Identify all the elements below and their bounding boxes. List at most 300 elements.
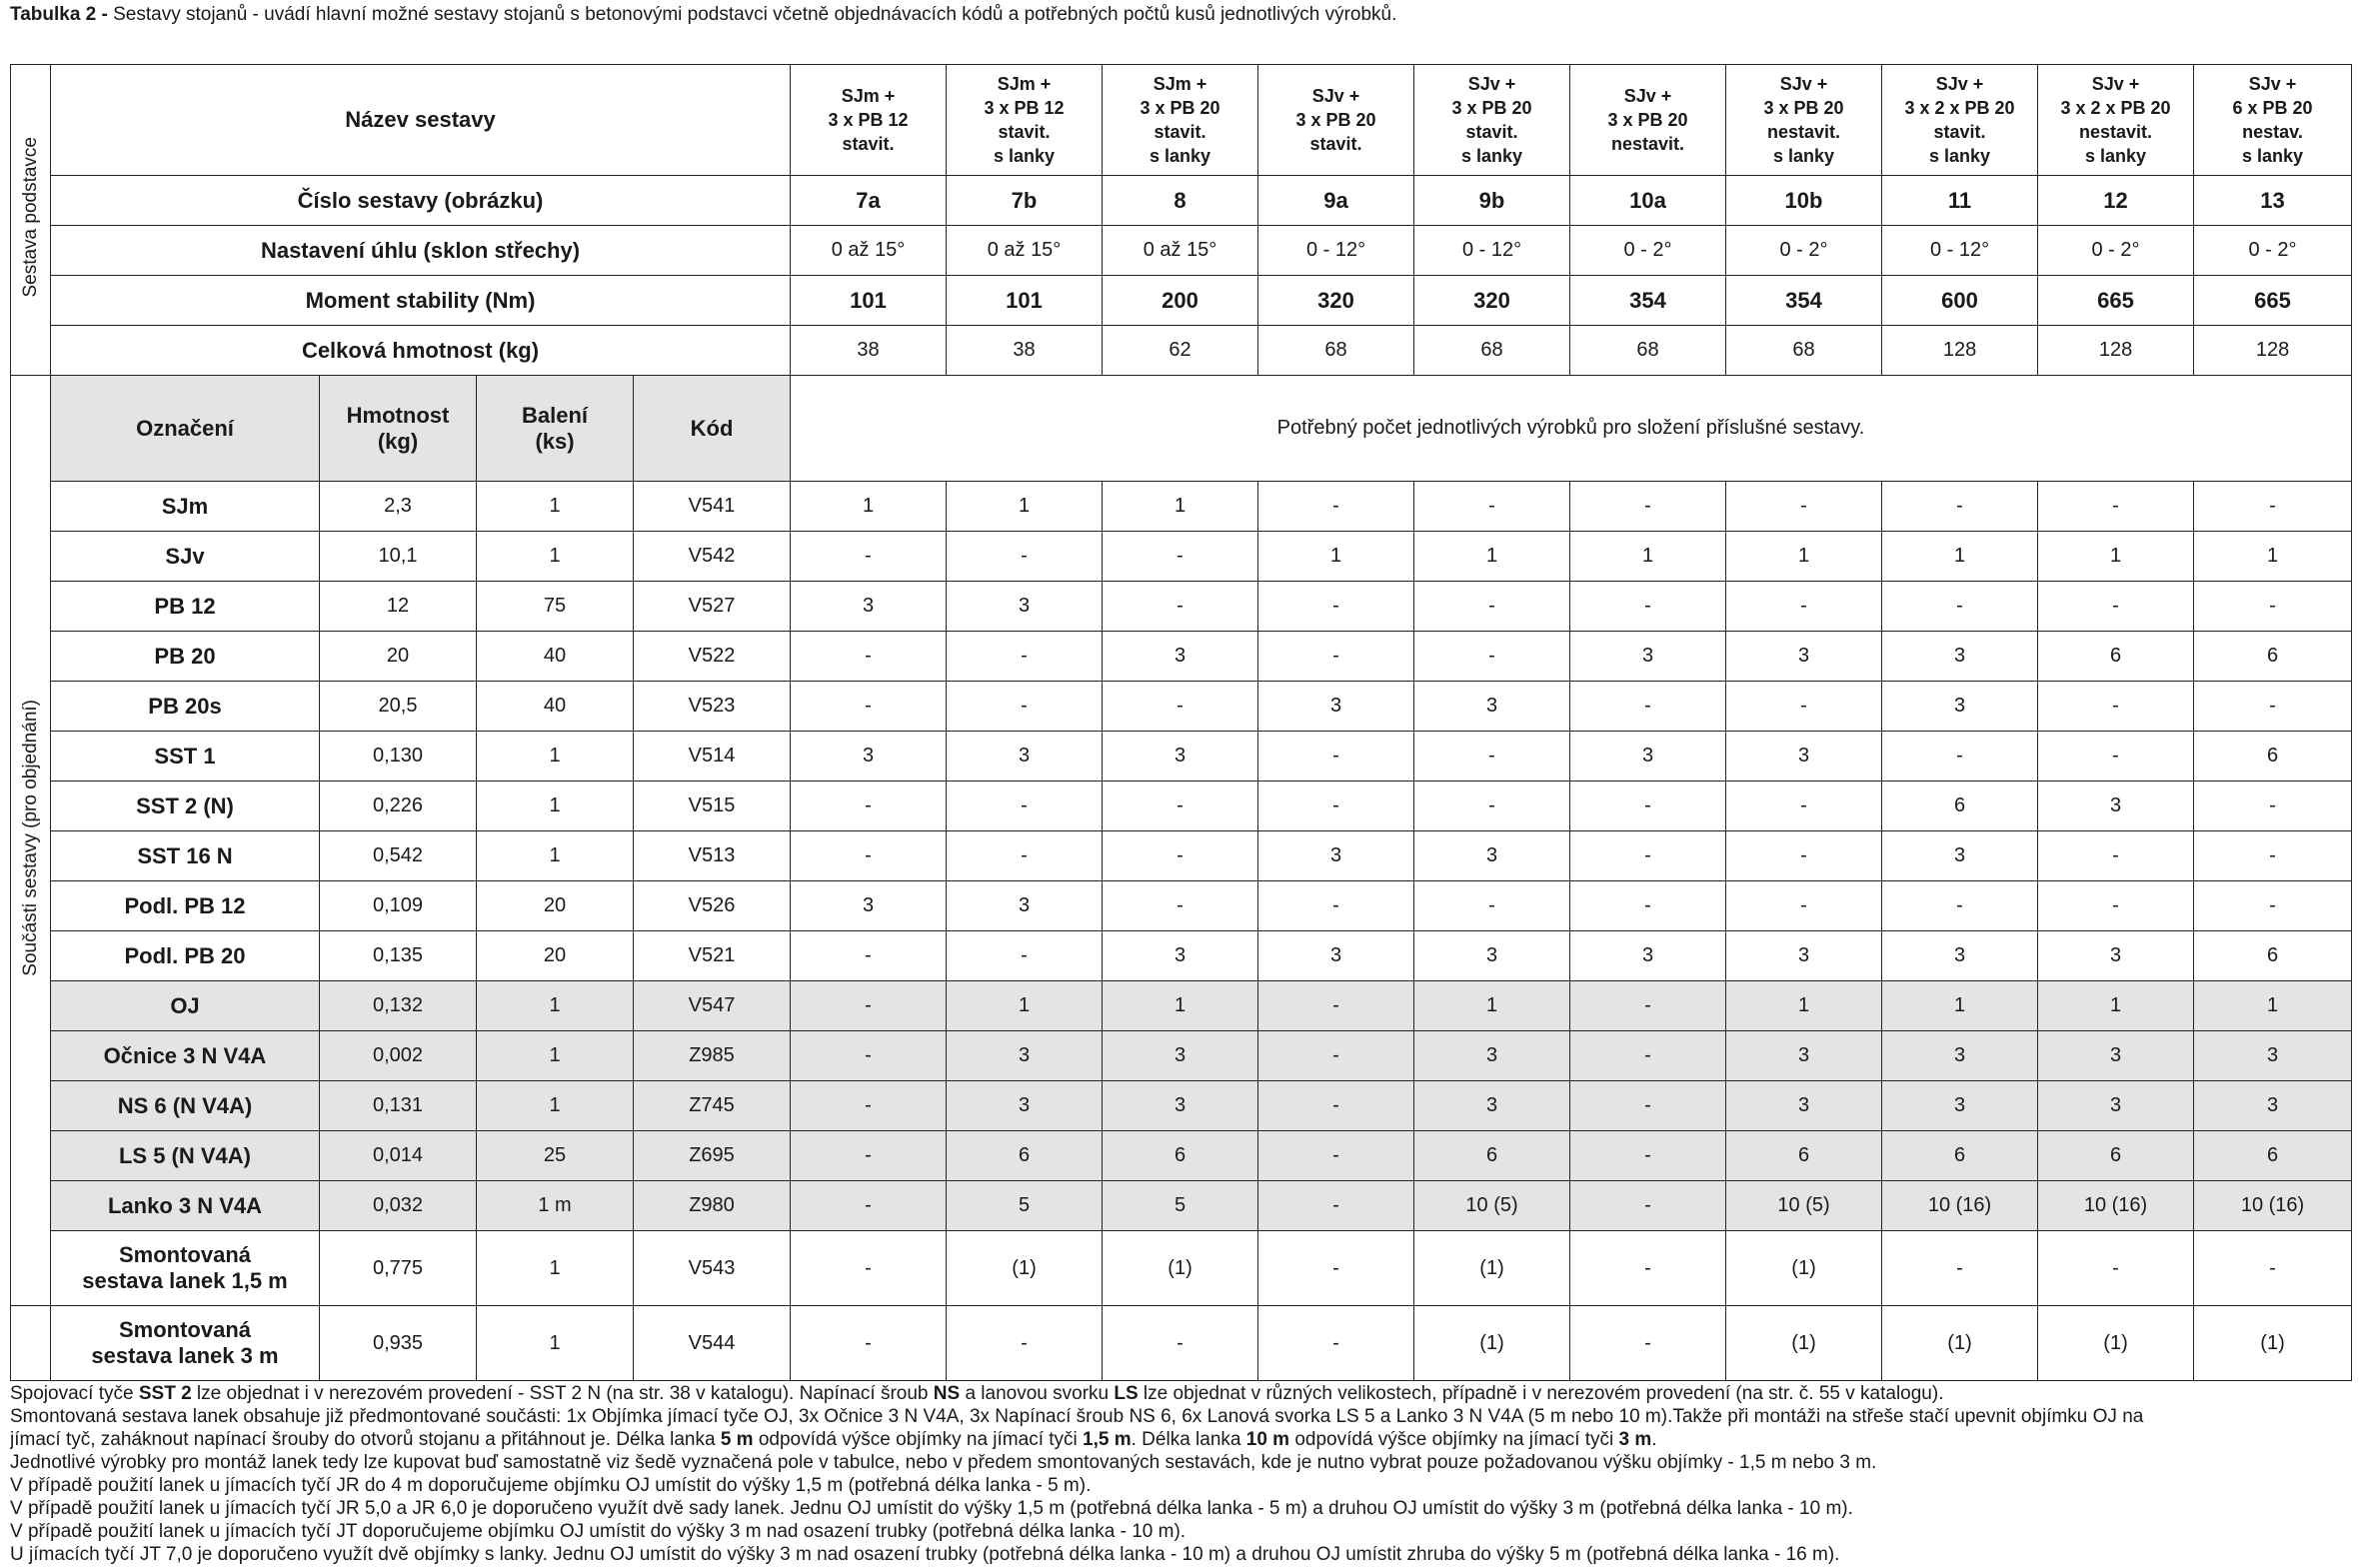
table-body: [11, 65, 2352, 1381]
part-name: [51, 1306, 320, 1381]
part-quantity: -: [1258, 632, 1414, 682]
part-quantity: 3: [1103, 1081, 1258, 1131]
header-row-value: 38: [791, 326, 947, 376]
part-quantity: -: [2194, 831, 2352, 881]
part-quantity: -: [1570, 682, 1726, 732]
part-pack: 1: [477, 981, 634, 1031]
assembly-header-line: nestavit.: [1767, 122, 1841, 142]
assembly-header-line: SJv +: [1935, 74, 1984, 94]
note-line: [10, 1405, 2354, 1428]
header-row-value: 0 - 2°: [1570, 226, 1726, 276]
assembly-header-line: SJm +: [841, 86, 896, 106]
note-text: jímací tyč, zaháknout napínací šrouby do otvorů stojanu a přitáhnout je. Délka lanka: [10, 1429, 721, 1450]
part-quantity: (1): [1726, 1306, 1882, 1381]
notes-block: [10, 1382, 2354, 1566]
parts-quantity-note: Potřebný počet jednotlivých výrobků pro složení příslušné sestavy.: [791, 376, 2352, 482]
parts-col-pack-line: Balení: [521, 402, 589, 428]
part-quantity: 3: [1103, 632, 1258, 682]
part-quantity: (1): [1882, 1306, 2038, 1381]
table-caption: [10, 4, 1396, 26]
parts-col-code: Kód: [634, 376, 791, 482]
header-row-value: 0 - 12°: [1882, 226, 2038, 276]
part-name: NS 6 (N V4A): [51, 1081, 320, 1131]
assembly-header-line: stavit.: [1933, 122, 1986, 142]
note-text: . Délka lanka: [1131, 1429, 1246, 1450]
part-mass: 10,1: [320, 532, 477, 582]
part-quantity: -: [1414, 732, 1570, 782]
header-row-value: 665: [2194, 276, 2352, 326]
header-row-value: 0 - 2°: [2194, 226, 2352, 276]
part-row: [11, 1131, 2352, 1181]
part-quantity: -: [2194, 582, 2352, 632]
part-quantity: 3: [1726, 931, 1882, 981]
assembly-header-line: SJm +: [997, 74, 1052, 94]
header-row-value: 320: [1414, 276, 1570, 326]
part-row: [11, 931, 2352, 981]
part-quantity: 6: [2194, 632, 2352, 682]
part-quantity: -: [2194, 881, 2352, 931]
part-code: V515: [634, 782, 791, 831]
part-quantity: -: [1726, 482, 1882, 532]
part-quantity: 1: [1414, 981, 1570, 1031]
section-blank: [11, 1306, 51, 1381]
part-quantity: -: [1570, 1031, 1726, 1081]
part-quantity: -: [791, 532, 947, 582]
part-quantity: 3: [1726, 1081, 1882, 1131]
part-quantity: -: [1414, 632, 1570, 682]
header-row-name: [11, 65, 2352, 176]
part-quantity: 1: [1882, 532, 2038, 582]
part-quantity: 6: [2194, 931, 2352, 981]
note-bold: SST 2: [138, 1383, 192, 1404]
part-quantity: 3: [1570, 931, 1726, 981]
part-pack: 1: [477, 782, 634, 831]
part-quantity: 1: [2038, 981, 2194, 1031]
part-quantity: (1): [2038, 1306, 2194, 1381]
part-quantity: 3: [1882, 1081, 2038, 1131]
part-quantity: -: [1570, 482, 1726, 532]
header-row-value: 0 - 2°: [1726, 226, 1882, 276]
header-row-value: 320: [1258, 276, 1414, 326]
part-quantity: 3: [1258, 831, 1414, 881]
assembly-header-line: stavit.: [1465, 122, 1518, 142]
part-quantity: -: [1726, 881, 1882, 931]
part-quantity: -: [1258, 1231, 1414, 1306]
part-quantity: -: [1258, 482, 1414, 532]
part-pack: 20: [477, 881, 634, 931]
part-mass: 0,935: [320, 1306, 477, 1381]
part-quantity: -: [2038, 732, 2194, 782]
assembly-header-line: stavit.: [1309, 134, 1362, 154]
part-quantity: -: [947, 632, 1103, 682]
part-row: [11, 1181, 2352, 1231]
part-quantity: -: [1570, 1081, 1726, 1131]
note-text: a lanovou svorku: [960, 1383, 1115, 1404]
part-mass: 2,3: [320, 482, 477, 532]
part-quantity: 3: [2038, 1031, 2194, 1081]
header-row-value: 0 - 12°: [1258, 226, 1414, 276]
assembly-header: [1103, 65, 1258, 176]
part-quantity: 3: [1882, 682, 2038, 732]
assembly-header-line: SJv +: [1779, 74, 1828, 94]
part-name: SJm: [51, 482, 320, 532]
part-name: Podl. PB 12: [51, 881, 320, 931]
part-quantity: -: [1103, 532, 1258, 582]
part-quantity: -: [1726, 682, 1882, 732]
part-quantity: -: [1882, 582, 2038, 632]
part-row: [11, 1031, 2352, 1081]
part-name: Podl. PB 20: [51, 931, 320, 981]
header-row-value: 128: [2194, 326, 2352, 376]
part-quantity: -: [2194, 682, 2352, 732]
part-quantity: -: [1570, 831, 1726, 881]
part-quantity: -: [1882, 881, 2038, 931]
part-quantity: -: [1103, 881, 1258, 931]
part-mass: 0,109: [320, 881, 477, 931]
part-quantity: -: [947, 782, 1103, 831]
part-quantity: 3: [947, 1031, 1103, 1081]
header-row-value: 200: [1103, 276, 1258, 326]
assembly-header: [947, 65, 1103, 176]
assembly-header-line: SJv +: [2248, 74, 2297, 94]
part-quantity: 3: [791, 582, 947, 632]
part-name-line: Smontovaná: [118, 1242, 252, 1267]
part-quantity: -: [1726, 582, 1882, 632]
part-quantity: -: [2194, 1231, 2352, 1306]
note-bold: 10 m: [1245, 1429, 1290, 1450]
header-row: [11, 276, 2352, 326]
part-pack: 40: [477, 632, 634, 682]
part-quantity: 3: [947, 582, 1103, 632]
note-line: [10, 1382, 2354, 1405]
note-line: [10, 1497, 2354, 1520]
header-row-label: Moment stability (Nm): [51, 276, 791, 326]
parts-col-mass: [320, 376, 477, 482]
part-row: [11, 831, 2352, 881]
caption-label: Tabulka 2 -: [10, 4, 108, 25]
caption-text: Sestavy stojanů - uvádí hlavní možné sestavy stojanů s betonovými podstavci včetně objednávacích kódů a potřebných počtů kusů jednotlivých výrobků.: [107, 4, 1397, 25]
header-row-value: 354: [1726, 276, 1882, 326]
note-bold: NS: [933, 1383, 961, 1404]
part-row: [11, 1231, 2352, 1306]
parts-header-row: [11, 376, 2352, 482]
part-name: LS 5 (N V4A): [51, 1131, 320, 1181]
part-name: SST 1: [51, 732, 320, 782]
part-quantity: -: [791, 931, 947, 981]
part-quantity: -: [791, 782, 947, 831]
part-quantity: 3: [947, 1081, 1103, 1131]
part-row: [11, 582, 2352, 632]
assembly-header: [791, 65, 947, 176]
part-row: [11, 1306, 2352, 1381]
header-row-value: 0 až 15°: [1103, 226, 1258, 276]
assembly-header-line: s lanky: [1460, 146, 1523, 166]
header-row-value: 7b: [947, 176, 1103, 226]
part-quantity: 3: [2038, 931, 2194, 981]
header-row-value: 9b: [1414, 176, 1570, 226]
part-quantity: 1: [1726, 532, 1882, 582]
assembly-header-line: s lanky: [1149, 146, 1211, 166]
part-quantity: -: [2038, 582, 2194, 632]
part-quantity: 10 (5): [1414, 1181, 1570, 1231]
assembly-header-line: nestav.: [2242, 122, 2303, 142]
part-name: PB 20: [51, 632, 320, 682]
assembly-table: [10, 64, 2352, 1381]
part-pack: 1: [477, 1231, 634, 1306]
part-quantity: (1): [1414, 1231, 1570, 1306]
part-code: V527: [634, 582, 791, 632]
part-code: V542: [634, 532, 791, 582]
part-code: V522: [634, 632, 791, 682]
parts-col-designation: Označení: [51, 376, 320, 482]
part-quantity: -: [791, 1031, 947, 1081]
assembly-header-line: 3 x PB 20: [1763, 98, 1844, 118]
part-quantity: -: [1570, 1181, 1726, 1231]
part-quantity: -: [1570, 1231, 1726, 1306]
part-quantity: 3: [1103, 732, 1258, 782]
note-text: U jímacích tyčí JT 7,0 je doporučeno využít dvě objímky s lanky. Jednu OJ umístit do výšky 3 m nad osazení trubky (potřebná délka lanka - 10 m) a druhou OJ umístit zhruba do výšky 5 m (potřebná délka lanka - 16 m).: [10, 1544, 1840, 1565]
part-quantity: -: [791, 1306, 947, 1381]
assembly-header: [2194, 65, 2352, 176]
part-quantity: 1: [2194, 532, 2352, 582]
part-quantity: 3: [1882, 831, 2038, 881]
part-quantity: 6: [947, 1131, 1103, 1181]
part-quantity: -: [2038, 482, 2194, 532]
part-quantity: 1: [2194, 981, 2352, 1031]
part-quantity: 1: [2038, 532, 2194, 582]
part-quantity: 3: [791, 732, 947, 782]
part-row: [11, 782, 2352, 831]
assembly-header-line: 3 x PB 12: [984, 98, 1065, 118]
part-name: Očnice 3 N V4A: [51, 1031, 320, 1081]
assembly-header: [1726, 65, 1882, 176]
part-quantity: 3: [1414, 831, 1570, 881]
part-quantity: 6: [2038, 1131, 2194, 1181]
part-quantity: -: [947, 831, 1103, 881]
part-quantity: 1: [1414, 532, 1570, 582]
part-quantity: 3: [791, 881, 947, 931]
part-code: V526: [634, 881, 791, 931]
part-quantity: -: [1103, 1306, 1258, 1381]
header-row-value: 101: [791, 276, 947, 326]
part-quantity: -: [1414, 881, 1570, 931]
header-row-value: 0 - 12°: [1414, 226, 1570, 276]
header-row-value: 8: [1103, 176, 1258, 226]
part-code: Z695: [634, 1131, 791, 1181]
part-code: V541: [634, 482, 791, 532]
part-quantity: (1): [1103, 1231, 1258, 1306]
part-quantity: -: [1882, 1231, 2038, 1306]
part-quantity: 3: [1570, 732, 1726, 782]
part-pack: 1 m: [477, 1181, 634, 1231]
assembly-header: [1882, 65, 2038, 176]
note-line: [10, 1543, 2354, 1566]
note-line: [10, 1451, 2354, 1474]
note-text: lze objednat v různých velikostech, případně i v nerezovém provedení (na str. č. 55 v katalogu).: [1138, 1383, 1944, 1404]
part-row: [11, 881, 2352, 931]
part-quantity: 3: [947, 881, 1103, 931]
header-row-value: 665: [2038, 276, 2194, 326]
part-quantity: 3: [1103, 931, 1258, 981]
header-row-value: 68: [1726, 326, 1882, 376]
header-row-value: 0 až 15°: [791, 226, 947, 276]
header-row-value: 101: [947, 276, 1103, 326]
part-pack: 1: [477, 1031, 634, 1081]
part-quantity: -: [1570, 881, 1726, 931]
part-quantity: 1: [1103, 482, 1258, 532]
assembly-header-line: SJv +: [1623, 86, 1672, 106]
part-quantity: 6: [1103, 1131, 1258, 1181]
part-code: Z980: [634, 1181, 791, 1231]
part-mass: 0,032: [320, 1181, 477, 1231]
part-quantity: -: [791, 1181, 947, 1231]
part-quantity: 3: [2038, 782, 2194, 831]
part-pack: 20: [477, 931, 634, 981]
part-quantity: 6: [2038, 632, 2194, 682]
header-row-value: 128: [2038, 326, 2194, 376]
assembly-header-line: SJm +: [1153, 74, 1207, 94]
part-quantity: -: [1258, 582, 1414, 632]
part-pack: 1: [477, 1306, 634, 1381]
part-quantity: -: [791, 1231, 947, 1306]
header-row: [11, 176, 2352, 226]
part-pack: 1: [477, 732, 634, 782]
part-quantity: 3: [2038, 1081, 2194, 1131]
part-quantity: 3: [1258, 931, 1414, 981]
part-code: V543: [634, 1231, 791, 1306]
header-row-value: 11: [1882, 176, 2038, 226]
header-row-value: 68: [1258, 326, 1414, 376]
header-row-value: 0 až 15°: [947, 226, 1103, 276]
part-quantity: 6: [1882, 782, 2038, 831]
header-row-value: 68: [1414, 326, 1570, 376]
parts-col-pack-line: (ks): [535, 428, 575, 454]
part-quantity: 3: [1726, 1031, 1882, 1081]
note-text: V případě použití lanek u jímacích tyčí JT doporučujeme objímku OJ umístit do výšky 3 m nad osazení trubky (potřebná délka lanka - 10 m).: [10, 1521, 1186, 1542]
part-quantity: -: [1570, 782, 1726, 831]
assembly-header-line: s lanky: [993, 146, 1056, 166]
note-bold: 5 m: [720, 1429, 754, 1450]
note-text: odpovídá výšce objímky na jímací tyči: [753, 1429, 1084, 1450]
part-row: [11, 981, 2352, 1031]
part-quantity: 3: [2194, 1031, 2352, 1081]
assembly-header: [1570, 65, 1726, 176]
part-quantity: (1): [947, 1231, 1103, 1306]
part-quantity: -: [1570, 981, 1726, 1031]
part-quantity: 1: [1103, 981, 1258, 1031]
assembly-header-line: 6 x PB 20: [2232, 98, 2313, 118]
part-quantity: 1: [1726, 981, 1882, 1031]
part-quantity: 3: [1414, 1031, 1570, 1081]
part-mass: 0,002: [320, 1031, 477, 1081]
assembly-header-line: s lanky: [2084, 146, 2147, 166]
assembly-header-line: stavit.: [1154, 122, 1206, 142]
parts-col-pack: [477, 376, 634, 482]
part-quantity: 6: [2194, 732, 2352, 782]
note-text: Smontovaná sestava lanek obsahuje již předmontované součásti: 1x Objímka jímací tyče OJ, 3x Očnice 3 N V4A, 3x Napínací šroub NS 6, 6x Lanová svorka LS 5 a Lanko 3 N V4A (5 m nebo 10 m).Takže při montáži na střeše stačí upevnit objímku OJ na: [10, 1406, 2144, 1427]
part-quantity: -: [1414, 482, 1570, 532]
part-quantity: 10 (16): [2038, 1181, 2194, 1231]
note-bold: 1,5 m: [1083, 1429, 1132, 1450]
part-code: V547: [634, 981, 791, 1031]
part-name: [51, 1231, 320, 1306]
part-quantity: -: [791, 1131, 947, 1181]
section-top: [11, 65, 51, 376]
part-quantity: 1: [1258, 532, 1414, 582]
part-quantity: 1: [1570, 532, 1726, 582]
assembly-header-line: stavit.: [998, 122, 1051, 142]
section-top-label: Sestava podstavce: [19, 136, 41, 298]
part-quantity: -: [1570, 1306, 1726, 1381]
part-quantity: (1): [1414, 1306, 1570, 1381]
part-mass: 0,775: [320, 1231, 477, 1306]
assembly-header-line: 3 x PB 20: [1607, 110, 1688, 130]
part-mass: 0,226: [320, 782, 477, 831]
part-name: PB 20s: [51, 682, 320, 732]
part-quantity: 3: [1414, 1081, 1570, 1131]
part-pack: 1: [477, 1081, 634, 1131]
assembly-header-line: 3 x PB 20: [1451, 98, 1532, 118]
part-mass: 0,132: [320, 981, 477, 1031]
note-bold: LS: [1114, 1383, 1139, 1404]
assembly-header-line: SJv +: [1311, 86, 1360, 106]
note-line: [10, 1474, 2354, 1497]
part-quantity: 3: [1882, 1031, 2038, 1081]
note-text: Spojovací tyče: [10, 1383, 139, 1404]
header-row: [11, 226, 2352, 276]
part-pack: 40: [477, 682, 634, 732]
part-mass: 0,014: [320, 1131, 477, 1181]
part-quantity: 5: [947, 1181, 1103, 1231]
header-row-label: Nastavení úhlu (sklon střechy): [51, 226, 791, 276]
part-quantity: 1: [947, 981, 1103, 1031]
part-quantity: -: [1103, 831, 1258, 881]
part-quantity: -: [1258, 1306, 1414, 1381]
part-name: SST 2 (N): [51, 782, 320, 831]
assembly-table-wrapper: [10, 64, 2351, 1368]
part-quantity: 10 (16): [1882, 1181, 2038, 1231]
part-mass: 12: [320, 582, 477, 632]
part-quantity: 6: [1726, 1131, 1882, 1181]
section-bottom-label: Součásti sestavy (pro objednání): [19, 699, 41, 976]
part-quantity: -: [947, 931, 1103, 981]
section-bottom: [11, 376, 51, 1306]
part-mass: 20: [320, 632, 477, 682]
part-name: Lanko 3 N V4A: [51, 1181, 320, 1231]
part-quantity: -: [1570, 1131, 1726, 1181]
part-quantity: (1): [2194, 1306, 2352, 1381]
part-quantity: -: [1258, 1031, 1414, 1081]
part-pack: 1: [477, 532, 634, 582]
header-row-value: 600: [1882, 276, 2038, 326]
part-quantity: -: [1570, 582, 1726, 632]
part-quantity: -: [791, 632, 947, 682]
note-line: [10, 1520, 2354, 1543]
assembly-header-line: SJv +: [2091, 74, 2140, 94]
part-pack: 1: [477, 831, 634, 881]
part-row: [11, 732, 2352, 782]
header-row-value: 13: [2194, 176, 2352, 226]
header-row-value: 9a: [1258, 176, 1414, 226]
part-quantity: 3: [1882, 931, 2038, 981]
part-quantity: 1: [791, 482, 947, 532]
part-row: [11, 532, 2352, 582]
part-quantity: 5: [1103, 1181, 1258, 1231]
assembly-header: [1414, 65, 1570, 176]
assembly-header-line: s lanky: [1772, 146, 1835, 166]
part-quantity: -: [947, 682, 1103, 732]
part-pack: 75: [477, 582, 634, 632]
